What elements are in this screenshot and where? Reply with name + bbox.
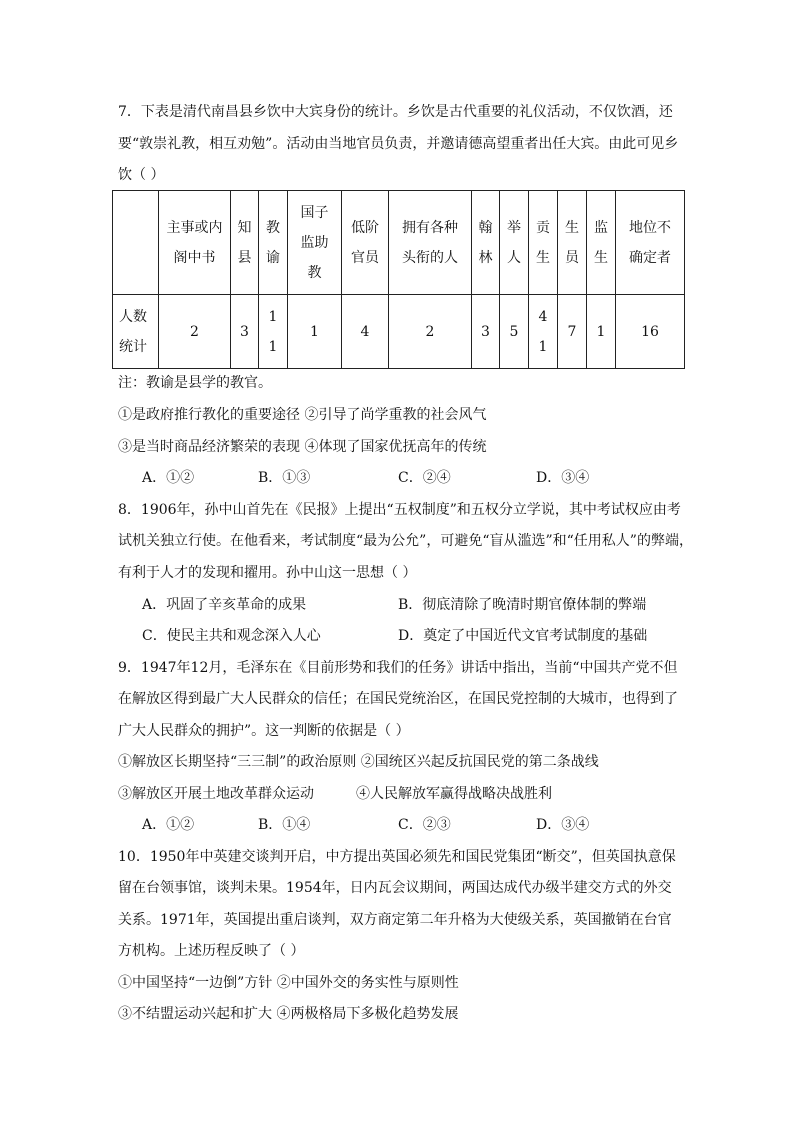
row-label: 人数统计 bbox=[113, 295, 159, 369]
q9-choice-d[interactable]: D．③④ bbox=[536, 817, 590, 833]
q7-choice-c[interactable]: C．②④ bbox=[398, 470, 451, 486]
count-cell: 3 bbox=[472, 295, 500, 369]
q7-note: 注：教谕是县学的教官。 bbox=[118, 375, 272, 391]
count-cell: 5 bbox=[500, 295, 529, 369]
col-header: 翰林 bbox=[472, 191, 500, 295]
col-header: 国子监助教 bbox=[288, 191, 342, 295]
col-header: 贡生 bbox=[529, 191, 558, 295]
q10-stem-line-2: 留在台领事馆，谈判未果。1954年，日内瓦会议期间，两国达成代办级半建交方式的外交 bbox=[118, 880, 672, 896]
q7-statements-line-2: ③是当时商品经济繁荣的表现 ④体现了国家优抚高年的传统 bbox=[118, 439, 487, 455]
q7-stem-line-1: 7．下表是清代南昌县乡饮中大宾身份的统计。乡饮是古代重要的礼仪活动，不仅饮酒，还 bbox=[118, 104, 673, 120]
col-header: 拥有各种头衔的人 bbox=[389, 191, 472, 295]
q7-choice-b[interactable]: B．①③ bbox=[258, 470, 311, 486]
q8-stem-line-3: 有利于人才的发现和擢用。孙中山这一思想（ ） bbox=[118, 565, 417, 581]
col-header: 生员 bbox=[558, 191, 587, 295]
q10-stem-line-3: 关系。1971年，英国提出重启谈判，双方商定第二年升格为大使级关系，英国撤销在台官 bbox=[118, 912, 672, 928]
q9-choice-a[interactable]: A．①② bbox=[142, 817, 195, 833]
count-cell: 4 bbox=[342, 295, 389, 369]
col-header: 主事或内阁中书 bbox=[159, 191, 231, 295]
col-header: 知县 bbox=[231, 191, 259, 295]
q7-stem-line-3: 饮（ ） bbox=[118, 167, 165, 183]
q8-stem-line-1: 8．1906年，孙中山首先在《民报》上提出“五权制度”和五权分立学说，其中考试权应由考 bbox=[118, 502, 681, 518]
count-cell: 11 bbox=[259, 295, 288, 369]
q10-stem-line-1: 10．1950年中英建交谈判开启，中方提出英国必须先和国民党集团“断交”，但英国执意保 bbox=[118, 849, 676, 865]
q8-choice-a[interactable]: A．巩固了辛亥革命的成果 bbox=[142, 597, 307, 613]
q10-stem-line-4: 方机构。上述历程反映了（ ） bbox=[118, 943, 305, 959]
q9-choice-b[interactable]: B．①④ bbox=[258, 817, 311, 833]
q8-stem-line-2: 试机关独立行使。在他看来，考试制度“最为公允”，可避免“盲从滥选”和“任用私人”的弊端， bbox=[118, 533, 693, 549]
q10-statements-line-1: ①中国坚持“一边倒”方针 ②中国外交的务实性与原则性 bbox=[118, 975, 459, 991]
q8-choice-b[interactable]: B．彻底清除了晚清时期官僚体制的弊端 bbox=[398, 597, 647, 613]
table-count-row bbox=[113, 295, 685, 369]
count-cell: 3 bbox=[231, 295, 259, 369]
count-cell: 2 bbox=[389, 295, 472, 369]
col-header: 举人 bbox=[500, 191, 529, 295]
q8-choice-d[interactable]: D．奠定了中国近代文官考试制度的基础 bbox=[398, 628, 648, 644]
q9-statement-4: ④人民解放军赢得战略决战胜利 bbox=[356, 786, 552, 802]
q9-statements-line-1: ①解放区长期坚持“三三制”的政治原则 ②国统区兴起反抗国民党的第二条战线 bbox=[118, 754, 599, 770]
col-header: 监生 bbox=[587, 191, 616, 295]
count-cell: 1 bbox=[587, 295, 616, 369]
q9-stem-line-1: 9．1947年12月，毛泽东在《目前形势和我们的任务》讲话中指出，当前“中国共产党不但 bbox=[118, 660, 678, 676]
count-cell: 41 bbox=[529, 295, 558, 369]
count-cell: 16 bbox=[616, 295, 685, 369]
q8-choice-c[interactable]: C．使民主共和观念深入人心 bbox=[142, 628, 321, 644]
q9-statement-3: ③解放区开展土地改革群众运动 bbox=[118, 786, 314, 802]
count-cell: 2 bbox=[159, 295, 231, 369]
count-cell: 1 bbox=[288, 295, 342, 369]
q7-choice-a[interactable]: A．①② bbox=[142, 470, 195, 486]
col-header: 地位不确定者 bbox=[616, 191, 685, 295]
q10-statements-line-2: ③不结盟运动兴起和扩大 ④两极格局下多极化趋势发展 bbox=[118, 1006, 459, 1022]
count-cell: 7 bbox=[558, 295, 587, 369]
col-header: 教谕 bbox=[259, 191, 288, 295]
q7-statements-line-1: ①是政府推行教化的重要途径 ②引导了尚学重教的社会风气 bbox=[118, 407, 487, 423]
table-header-row bbox=[113, 191, 685, 295]
q9-choice-c[interactable]: C．②③ bbox=[398, 817, 451, 833]
q7-stem-line-2: 要“敦崇礼教，相互劝勉”。活动由当地官员负责，并邀请德高望重者出任大宾。由此可见乡 bbox=[118, 136, 679, 152]
guest-identity-table bbox=[112, 190, 685, 369]
table-corner-cell bbox=[113, 191, 159, 295]
q7-choice-d[interactable]: D．③④ bbox=[536, 470, 590, 486]
q9-stem-line-3: 广大人民群众的拥护”。这一判断的依据是（ ） bbox=[118, 723, 410, 739]
q9-stem-line-2: 在解放区得到最广大人民群众的信任；在国民党统治区，在国民党控制的大城市，也得到了 bbox=[118, 691, 678, 707]
col-header: 低阶官员 bbox=[342, 191, 389, 295]
